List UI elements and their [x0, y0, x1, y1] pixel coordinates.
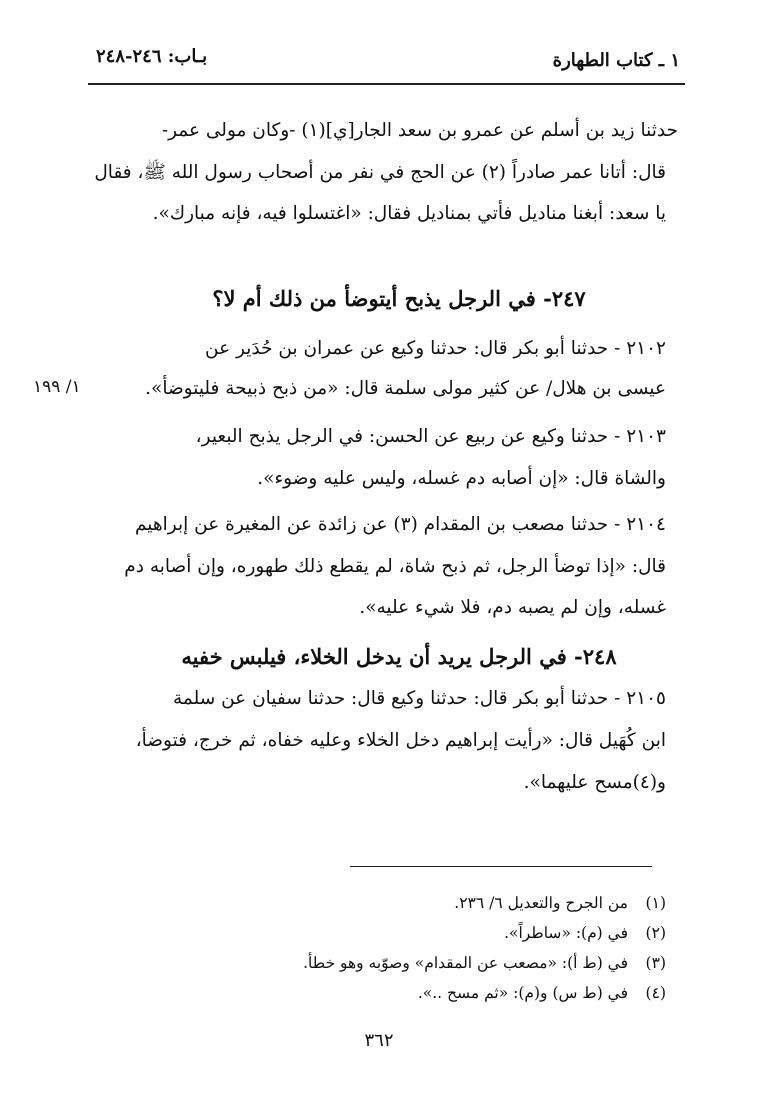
footnote-number: (١): [645, 894, 666, 912]
section-heading-248: ٢٤٨- في الرجل يريد أن يدخل الخلاء، فيلبس خفيه: [181, 644, 617, 669]
footnote-number: (٣): [645, 954, 666, 972]
hadith-2104-line: قال: «إذا توضأ الرجل، ثم ذبح شاة، لم يقطع ذلك طهوره، وإن أصابه دم: [124, 556, 666, 577]
body-line: قال: أتانا عمر صادراً (٢) عن الحج في نفر من أصحاب رسول الله ﷺ، فقال: [94, 162, 666, 183]
body-line: حدثنا زيد بن أسلم عن عمرو بن سعد الجار[ي](١) -وكان مولى عمر-: [161, 120, 678, 141]
hadith-2105-line: ٢١٠٥ - حدثنا أبو بكر قال: حدثنا وكيع قال: حدثنا سفيان عن سلمة: [172, 688, 666, 709]
body-line: يا سعد: أبغنا مناديل فأتي بمناديل فقال: «اغتسلوا فيه، فإنه مبارك».: [152, 203, 666, 224]
running-head-chapter-range: بـاب: ٢٤٦-٢٤٨: [96, 46, 208, 67]
running-head-book-title: ١ ـ كتاب الطهارة: [552, 50, 680, 71]
footnote-rule: [350, 866, 652, 867]
footnote-text: في (ط أ): «مصعب عن المقدام» وصوّبه وهو خطأ.: [303, 954, 628, 972]
hadith-2104-line: ٢١٠٤ - حدثنا مصعب بن المقدام (٣) عن زائدة عن المغيرة عن إبراهيم: [134, 514, 666, 535]
footnote-text: من الجرح والتعديل ٦/ ٢٣٦.: [454, 894, 628, 912]
footnote-text: في (م): «ساطراً».: [504, 924, 628, 942]
page-number: ٣٦٢: [364, 1030, 394, 1051]
footnote-number: (٢): [645, 924, 666, 942]
margin-volume-page-ref: ١/ ١٩٩: [33, 377, 81, 397]
footnote: [504, 924, 666, 942]
section-heading-247: ٢٤٧- في الرجل يذبح أيتوضأ من ذلك أم لا؟: [212, 286, 586, 311]
hadith-2105-line: ابن كُهَيل قال: «رأيت إبراهيم دخل الخلاء وعليه خفاه، ثم خرج، فتوضأ،: [135, 730, 666, 751]
footnote-number: (٤): [645, 984, 666, 1002]
footnote: [418, 984, 666, 1002]
hadith-2102-line: عيسى بن هلال/ عن كثير مولى سلمة قال: «من ذبح ذبيحة فليتوضأ».: [145, 378, 666, 399]
hadith-2103-line: ٢١٠٣ - حدثنا وكيع عن ربيع عن الحسن: في الرجل يذبح البعير،: [195, 426, 666, 447]
footnote: [303, 954, 666, 972]
hadith-2104-line: غسله، وإن لم يصبه دم، فلا شيء عليه».: [359, 597, 666, 618]
hadith-2102-line: ٢١٠٢ - حدثنا أبو بكر قال: حدثنا وكيع عن عمران بن حُدَير عن: [205, 338, 666, 359]
header-rule: [88, 83, 685, 85]
footnote: [454, 894, 666, 912]
hadith-2103-line: والشاة قال: «إن أصابه دم غسله، وليس عليه وضوء».: [257, 468, 666, 489]
hadith-2105-line: و(٤)مسح عليهما».: [523, 772, 666, 793]
footnote-text: في (ط س) و(م): «ثم مسح ..».: [417, 984, 628, 1002]
